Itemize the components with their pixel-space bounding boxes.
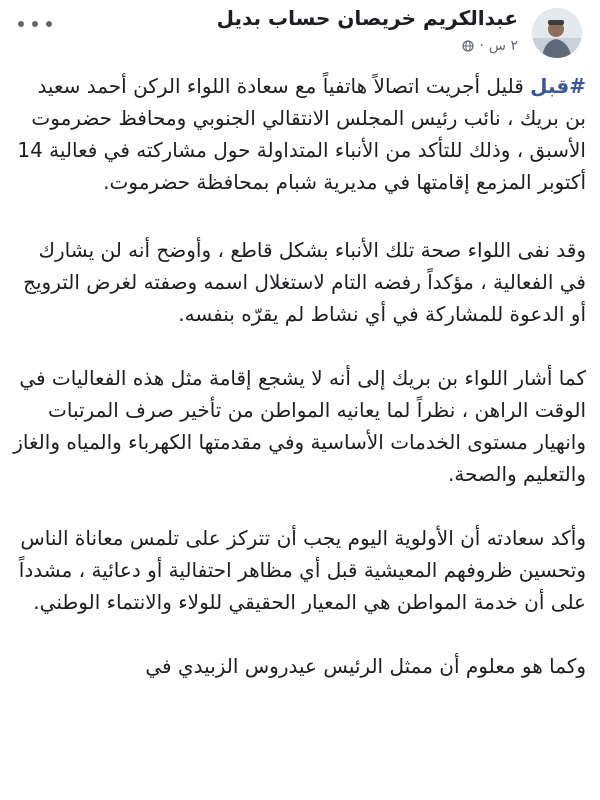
- more-options-icon: [18, 21, 24, 27]
- more-options-icon: [46, 21, 52, 27]
- post-paragraph: وقد نفى اللواء صحة تلك الأنباء بشكل قاطع ، وأوضح أنه لن يشارك في الفعالية ، مؤكداً رفضه التام لاستغلال اسمه وصفته لغرض الترويج أو الدعوة للمشاركة في أي نشاط لم يقرّه بنفسه.: [23, 238, 586, 326]
- post-time[interactable]: ٢ س: [488, 38, 518, 54]
- profile-avatar: [532, 8, 582, 58]
- hashtag-link[interactable]: #قبل: [530, 74, 586, 98]
- meta-separator: ·: [479, 38, 484, 54]
- avatar[interactable]: [532, 8, 582, 58]
- post-paragraph: [12, 70, 586, 198]
- author-name[interactable]: عبدالكريم خريصان حساب بديل: [216, 6, 518, 30]
- post-paragraph: كما أشار اللواء بن بريك إلى أنه لا يشجع إقامة مثل هذه الفعاليات في الوقت الراهن ، نظراً لما يعانيه المواطن من تأخير صرف المرتبات وانهيار مستوى الخدمات الأساسية وفي مقدمتها الكهرباء والمياه والغاز والتعليم والصحة.: [13, 366, 586, 486]
- post-paragraph: وأكد سعادته أن الأولوية اليوم يجب أن تتركز على تلمس معاناة الناس وتحسين ظروفهم المعيشية قبل أي مظاهر احتفالية أو دعائية ، مشدداً على أن خدمة المواطن هي المعيار الحقيقي للولاء والانتماء الوطني.: [18, 526, 586, 614]
- post-header: [0, 0, 600, 64]
- more-options-button[interactable]: [18, 14, 52, 34]
- more-options-icon: [32, 21, 38, 27]
- post-meta: [462, 38, 518, 54]
- post-paragraph: وكما هو معلوم أن ممثل الرئيس عيدروس الزبيدي في: [145, 654, 586, 678]
- post-body: [12, 70, 586, 714]
- globe-icon: [462, 40, 474, 52]
- paragraph-text: قليل أجريت اتصالاً هاتفياً مع سعادة اللواء الركن أحمد سعيد بن بريك ، نائب رئيس المجلس الانتقالي الجنوبي ومحافظ حضرموت الأسبق ، وذلك للتأكد من الأنباء المتداولة حول مشاركته في فعالية 14 أكتوبر المزمع إقامتها في مديرية شبام بمحافظة حضرموت.: [17, 74, 586, 194]
